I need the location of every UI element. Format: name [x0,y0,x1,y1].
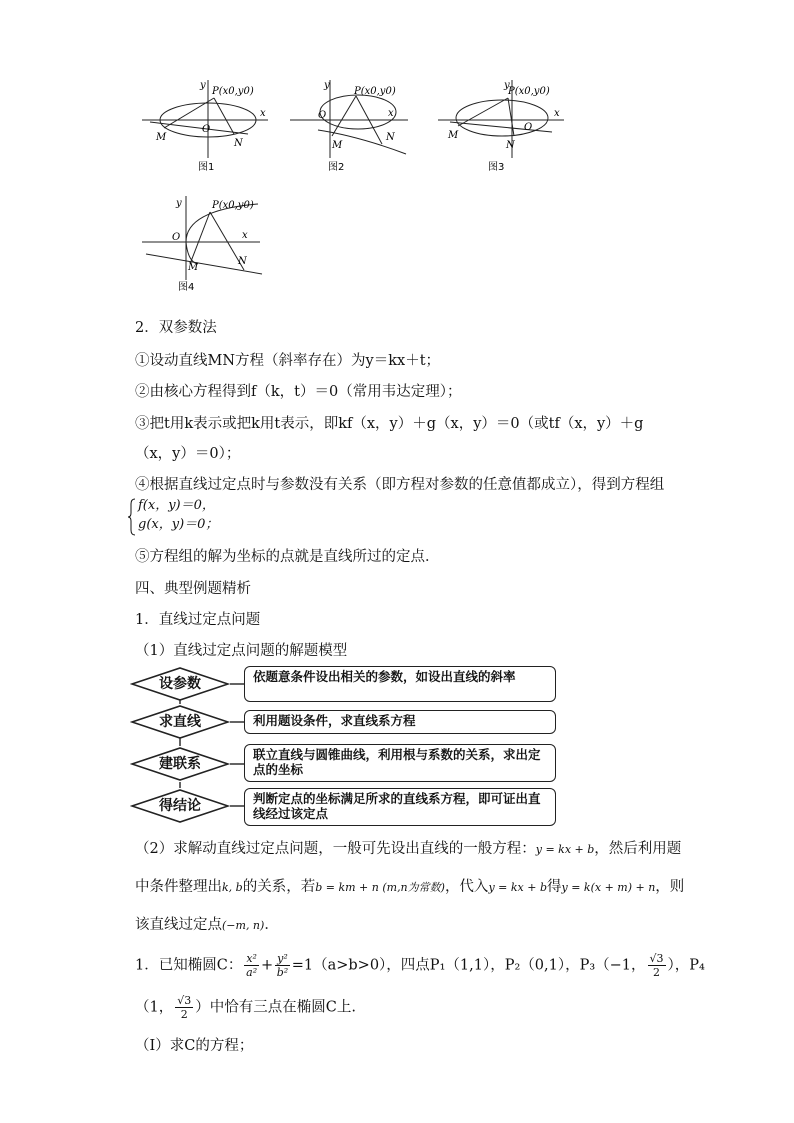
ellipse-diagram-3 [436,78,566,176]
figure-caption: 图1 [198,162,215,173]
point-p-label: P(x0,y0) [212,86,254,97]
question-1-line-1: 1．已知椭圆C： $\frac{\text{x²}}{\text{a²}}$ + $\frac{\text{y²}}{\text{b²}}$ =1（a>b>0），四点P₁（1,1），P₂（0,1），P₃（−1， $\frac{√3}{2}$ ），P₄ [135,952,705,979]
figure-4 [140,194,270,294]
flow-desc-1: 依题意条件设出相关的参数，如设出直线的斜率 [244,666,556,702]
figure-caption: 图4 [178,282,195,293]
denominator: 2 [653,966,661,979]
point-p-label: P(x0,y0) [508,86,550,97]
fraction-y [275,952,290,979]
x-axis-label: x [554,108,560,119]
point-p-label: P(x0,y0) [212,200,254,211]
math-b-relation: b = km + n (m,n为常数) [315,881,445,894]
denominator: a² [246,966,258,979]
numerator: y² [277,952,288,965]
paragraph-2-line-3 [135,913,279,934]
text-run: 中条件整理出 [135,879,222,895]
equation-system [132,496,218,534]
step-3-line-2: （x，y）＝0）； [135,446,241,462]
text-run: =1（a>b>0），四点P₁（1,1），P₂（0,1），P₃（−1， [291,957,646,974]
section-2-title: 2．双参数法 [135,320,217,336]
y-axis-label: y [176,198,182,209]
fraction-x [244,952,259,979]
section-4-title: 四、典型例题精析 [135,581,251,597]
math-line-family: y = k(x + m) + n [561,881,656,894]
solution-model-flowchart [130,662,560,832]
y-axis-label: y [324,80,330,91]
text-run: （1， [135,999,174,1016]
flow-step-label: 求直线 [159,714,201,730]
step-5: ⑤方程组的解为坐标的点就是直线所过的定点． [135,549,440,565]
flow-step-conclude [130,788,230,824]
point-p-label: P(x0,y0) [354,86,396,97]
point-m-label: M [448,130,459,141]
y-axis-label: y [504,80,510,91]
flow-step-label: 建联系 [159,756,201,772]
ellipse-diagram-4 [140,194,270,294]
equation-1: f(x，y)＝0， [138,498,215,513]
figure-caption: 图2 [328,162,345,173]
paragraph-2-line-2 [135,875,684,896]
origin-label: O [202,124,211,135]
point-n-label: N [234,138,243,149]
fraction-sqrt3-over-2 [175,994,193,1021]
numerator: √3 [649,952,664,965]
point-n-label: N [386,132,395,143]
text-run: （2）求解动直线过定点问题，一般可先设出直线的一般方程： [135,841,536,857]
text-run: 1．已知椭圆C： [135,957,243,974]
step-3-line-1: ③把t用k表示或把k用t表示，即kf（x，y）＋g（x，y）＝0（或tf（x，y）＋g [135,416,644,432]
flow-step-connect [130,746,230,782]
flow-desc-3: 联立直线与圆锥曲线，利用根与系数的关系，求出定点的坐标 [244,744,556,782]
text-run: ）中恰有三点在椭圆C上. [195,999,356,1016]
ellipse-diagram-2 [288,78,418,176]
numerator: x² [246,952,257,965]
origin-label: O [524,122,533,133]
math-kb: k, b [222,881,243,894]
paragraph-2-line-1 [135,837,681,858]
ellipse-diagram-1 [140,78,270,176]
origin-label: O [172,232,181,243]
subsection-1-1-title: （1）直线过定点问题的解题模型 [135,643,348,659]
step-1: ①设动直线MN方程（斜率存在）为y＝kx＋t； [135,353,441,369]
flow-step-set-params [130,666,230,702]
denominator: 2 [180,1008,188,1021]
point-n-label: N [238,256,247,267]
point-m-label: M [156,132,167,143]
point-n-label: N [506,140,515,151]
denominator: b² [276,966,289,979]
point-m-label: M [188,262,199,273]
step-2: ②由核心方程得到f（k，t）＝0（常用韦达定理）； [135,384,462,400]
flow-desc-4: 判断定点的坐标满足所求的直线系方程，即可证出直线经过该定点 [244,788,556,826]
text-run: ，代入 [444,879,489,895]
subsection-1-title: 1．直线过定点问题 [135,612,261,628]
y-axis-label: y [200,80,206,91]
question-1-line-2 [135,994,356,1021]
question-1-part-1: （Ⅰ）求C的方程； [135,1038,254,1054]
text-run: ，然后利用题 [594,841,682,857]
math-line-equation: y = kx + b [488,881,547,894]
figure-caption: 图3 [488,162,505,173]
equation-2: g(x，y)＝0； [138,517,219,532]
math-fixed-point: (−m, n) [222,919,265,932]
flow-step-find-line [130,704,230,740]
origin-label: O [318,110,327,121]
math-line-equation: y = kx + b [535,843,595,856]
step-4: ④根据直线过定点时与参数没有关系（即方程对参数的任意值都成立），得到方程组 [135,477,665,493]
text-run: 的关系，若 [242,879,316,895]
fraction-sqrt3-over-2 [648,952,666,979]
text-run: ． [264,917,279,933]
text-run: ，则 [655,879,685,895]
figure-1 [140,78,270,176]
numerator: √3 [177,994,192,1007]
flow-step-label: 设参数 [159,676,201,692]
point-m-label: M [332,140,343,151]
text-run: 得 [546,879,562,895]
flow-step-label: 得结论 [159,798,201,814]
flow-desc-2: 利用题设条件，求直线系方程 [244,710,556,734]
text-run: ），P₄ [667,957,705,974]
x-axis-label: x [242,230,248,241]
brace-icon [128,498,136,536]
text-run: 该直线过定点 [135,917,222,933]
x-axis-label: x [260,108,266,119]
figure-2 [288,78,418,176]
x-axis-label: x [388,108,394,119]
figure-3 [436,78,566,176]
